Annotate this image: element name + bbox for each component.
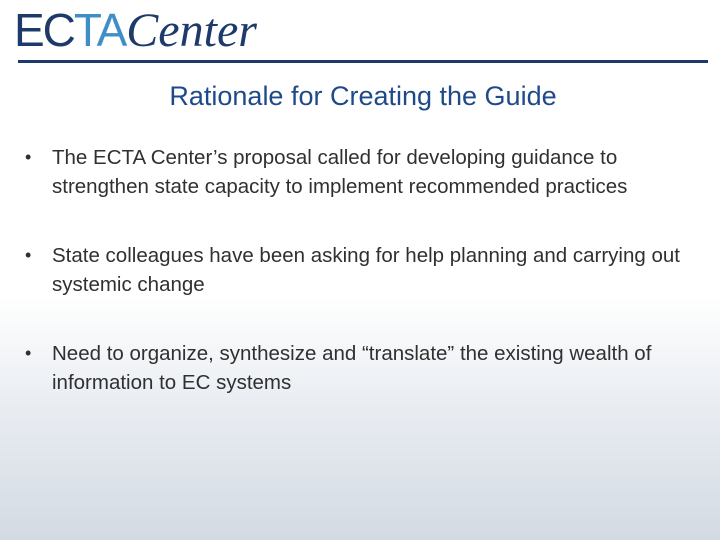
bullet-item <box>25 339 705 397</box>
slide-title: Rationale for Creating the Guide <box>169 81 557 111</box>
bullet-text: State colleagues have been asking for help planning and carrying out systemic change <box>52 244 680 296</box>
bullet-text: Need to organize, synthesize and “translate” the existing wealth of information to EC systems <box>52 342 652 394</box>
bullet-list <box>25 143 705 397</box>
bullet-marker: • <box>25 147 32 167</box>
bullet-item <box>25 143 705 201</box>
bullet-marker: • <box>25 343 32 363</box>
logo-text-ta: TA <box>73 4 126 56</box>
bullet-marker: • <box>25 245 32 265</box>
header-divider <box>18 60 708 63</box>
ecta-center-logo <box>14 2 257 58</box>
logo-text-ec: EC <box>14 4 74 56</box>
bullet-text: The ECTA Center’s proposal called for developing guidance to strengthen state capacity to implement recommended practices <box>52 146 628 198</box>
bullet-item <box>25 241 705 299</box>
logo-text-center: Center <box>126 4 257 57</box>
